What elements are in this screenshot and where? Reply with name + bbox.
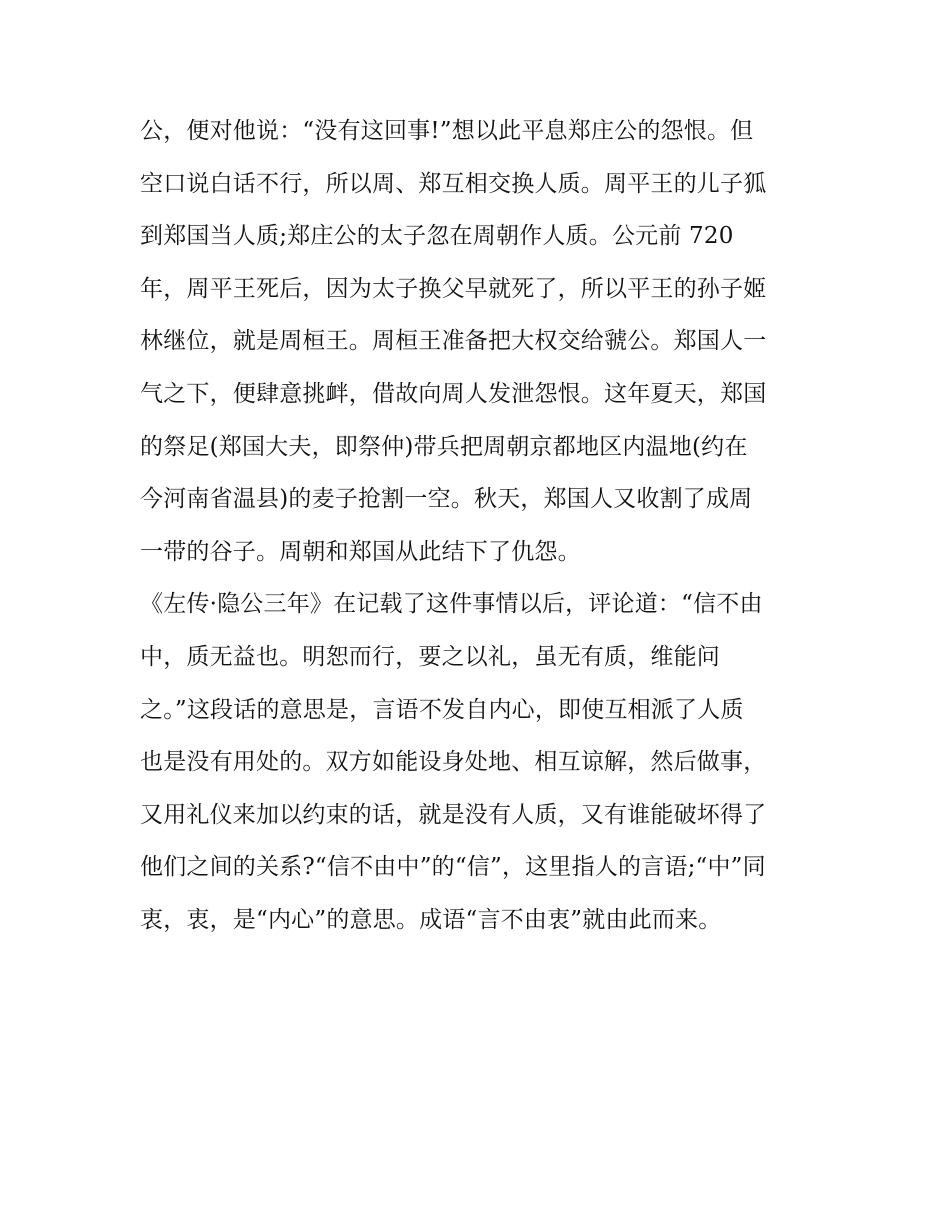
text-line: 今河南省温县)的麦子抢割一空。秋天，郑国人又收割了成周 [140,486,753,513]
text-line: 又用礼仪来加以约束的话，就是没有人质，又有谁能破坏得了 [140,801,767,828]
text-line: 到郑国当人质;郑庄公的太子忽在周朝作人质。公元前 720 [140,223,734,250]
text-line: 他们之间的关系?“信不由中”的“信”，这里指人的言语;“中”同 [140,854,766,881]
text-line: 公，便对他说：“没有这回事!”想以此平息郑庄公的怨恨。但 [140,118,754,144]
document-body [140,108,815,950]
text-line: 之。”这段话的意思是，言语不发自内心，即使互相派了人质 [140,696,744,723]
text-line: 也是没有用处的。双方如能设身处地、相互谅解，然后做事， [140,749,767,776]
text-line: 年，周平王死后，因为太子换父早就死了，所以平王的孙子姬 [140,275,767,302]
text-line: 林继位，就是周桓王。周桓王准备把大权交给虢公。郑国人一 [140,328,767,355]
text-line: 的祭足(郑国大夫，即祭仲)带兵把周朝京都地区内温地(约在 [140,433,748,460]
text-line: 中，质无益也。明恕而行，要之以礼，虽无有质，维能问 [140,643,720,670]
text-line: 气之下，便肆意挑衅，借故向周人发泄怨恨。这年夏天，郑国 [140,380,767,407]
text-line: 一带的谷子。周朝和郑国从此结下了仇怨。 [140,538,581,565]
text-line: 空口说白话不行，所以周、郑互相交换人质。周平王的儿子狐 [140,170,767,197]
text-line: 衷，衷，是“内心”的意思。成语“言不由衷”就由此而来。 [140,906,722,933]
text-line: 《左传·隐公三年》在记载了这件事情以后，评论道：“信不由 [140,591,763,618]
